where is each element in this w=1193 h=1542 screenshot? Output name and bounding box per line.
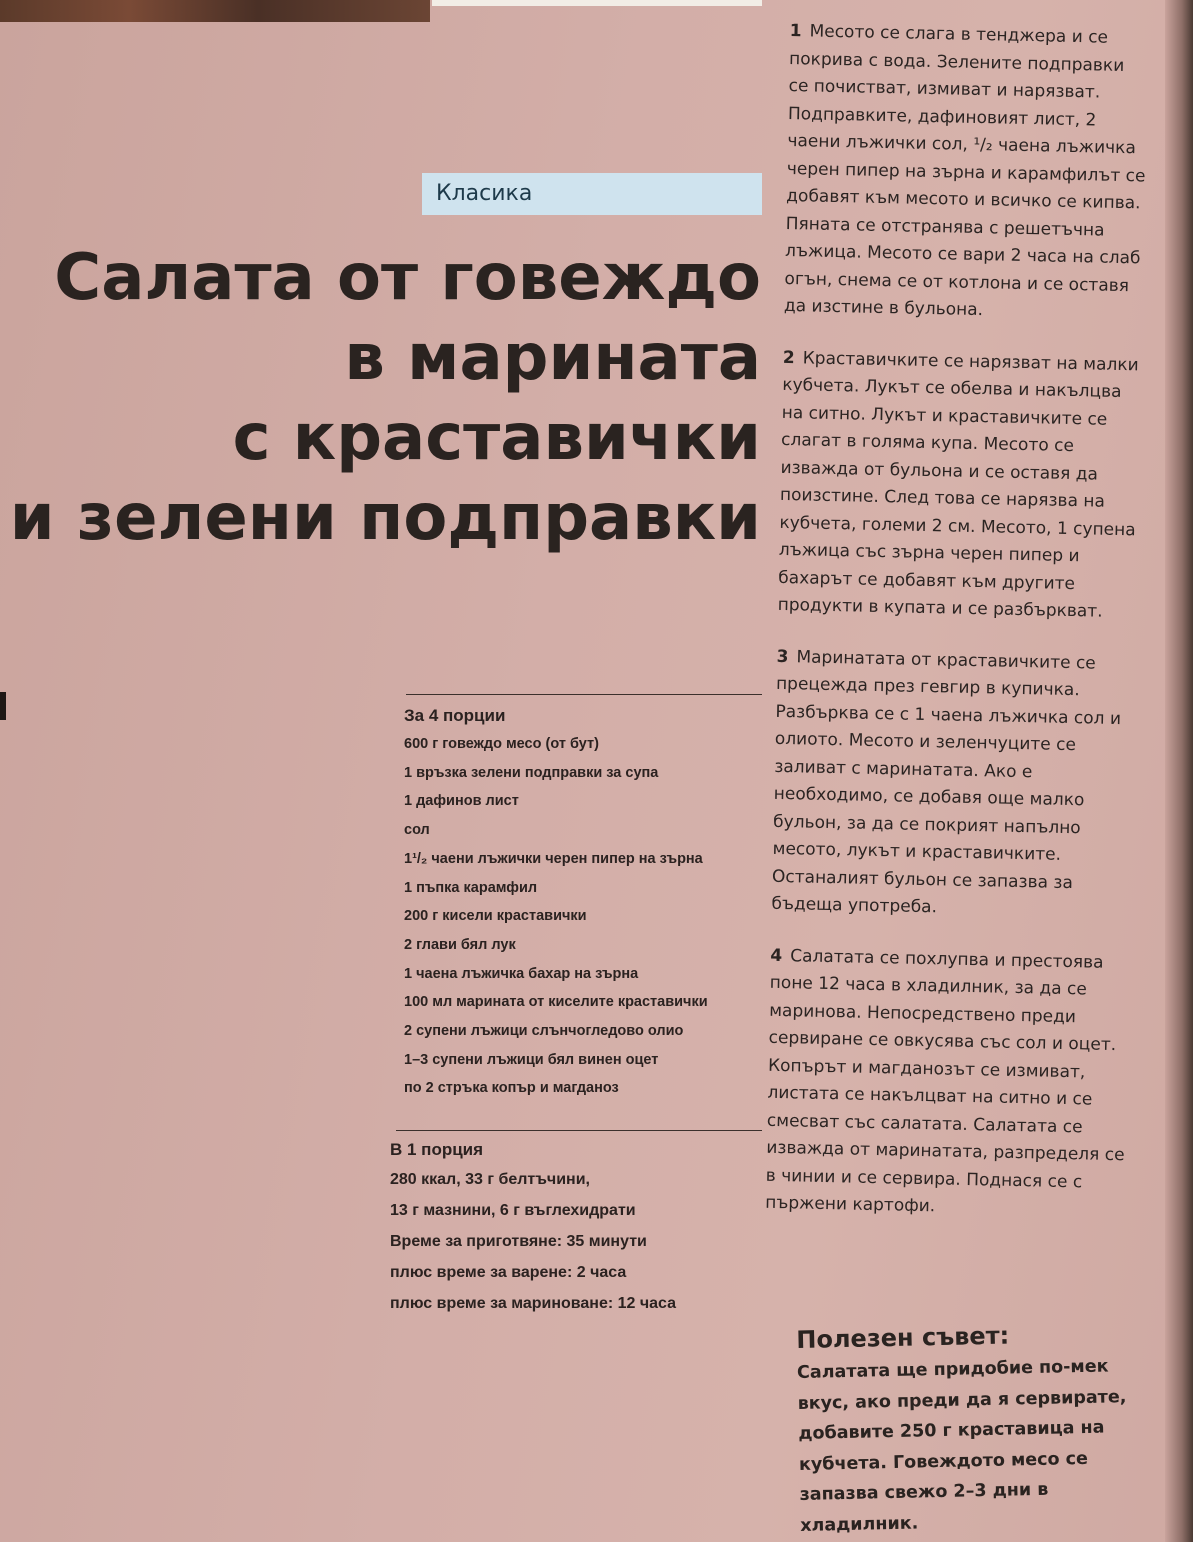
ingredients-block — [404, 702, 784, 1103]
nutrition-line: плюс време за варене: 2 часа — [390, 1264, 627, 1281]
step-number: 4 — [770, 945, 783, 966]
top-divider — [432, 0, 762, 6]
ingredient-item: 1–3 супени лъжици бял винен оцет — [404, 1051, 659, 1068]
margin-mark — [0, 692, 6, 720]
ingredient-item: 2 глави бял лук — [404, 936, 516, 953]
step-text: Салатата се похлупва и престоява поне 12 часа в хладилник, за да се маринова. Непосредствено преди сервиране се овкусява със сол и оцет. Копърът и магданозът се измиват, листата се накълцват на ситно и се смесват със салатата. Салатата се изважда от маринатата, разпределя се в чинии и се сервира. Поднася се с пържени картофи. — [764, 945, 1125, 1217]
ingredient-item: 1 чаена лъжичка бахар на зърна — [404, 965, 639, 982]
nutrition-line: 13 г мазнини, 6 г въглехидрати — [390, 1202, 636, 1219]
ingredient-item: 1 пъпка карамфил — [404, 879, 538, 896]
tip-box — [796, 1314, 1161, 1540]
title-line: с краставички — [232, 401, 761, 475]
nutrition-line: плюс време за мариноване: 12 часа — [390, 1295, 677, 1312]
recipe-title — [1, 238, 761, 558]
step-1 — [784, 18, 1150, 328]
step-4 — [765, 942, 1131, 1224]
step-number: 1 — [789, 20, 802, 42]
category-tag: Класика — [422, 173, 762, 215]
ingredient-item: 200 г кисели краставички — [404, 908, 587, 925]
ingredient-item: 1 дафинов лист — [404, 793, 519, 810]
title-line: в марината — [344, 321, 761, 395]
nutrition-block — [390, 1136, 770, 1319]
step-text: Маринатата от краставичките се прецежда през гевгир в купичка. Разбърква се с 1 чаена лъжичка сол и олиото. Месото и зеленчуците се заливат с маринатата. Ако е необходимо, се добавя още малко бульон, за да се покрият напълно месото, лукът и краставичките. Останалият бульон се запазва за бъдеща употреба. — [771, 646, 1122, 918]
step-text: Краставичките се нарязват на малки кубчета. Лукът се обелва и накълцва на ситно. Лукът и краставичките се слагат в голяма купа. Месото се изважда от бульона и се оставя да поизстине. След това се нарязва на кубчета, големи 2 см. Месото, 1 супена лъжица със зърна черен пипер и бахарът се добавят към другите продукти в купата и се разбъркват. — [777, 347, 1139, 622]
title-line: Салата от говеждо — [54, 241, 761, 315]
ingredient-item: 1¹/₂ чаени лъжички черен пипер на зърна — [404, 850, 703, 867]
nutrition-line: 280 ккал, 33 г белтъчини, — [390, 1171, 590, 1188]
ingredient-item: 100 мл марината от киселите краставички — [404, 994, 708, 1011]
tip-title: Полезен съвет: — [796, 1321, 1010, 1354]
ingredient-item: 1 връзка зелени подправки за супа — [404, 764, 659, 781]
ingredients-rule — [406, 694, 762, 695]
step-3 — [771, 643, 1137, 925]
ingredient-item: 600 г говеждо месо (от бут) — [404, 736, 599, 752]
page-edge — [1165, 0, 1193, 1542]
ingredient-item: по 2 стръка копър и магданоз — [404, 1080, 619, 1097]
ingredient-item: сол — [404, 822, 430, 839]
servings-heading: За 4 порции — [404, 706, 506, 725]
per-portion-heading: В 1 порция — [390, 1140, 484, 1159]
step-number: 3 — [776, 646, 789, 667]
top-photo-strip — [0, 0, 430, 22]
nutrition-rule — [396, 1130, 762, 1131]
step-2 — [777, 344, 1143, 626]
step-number: 2 — [782, 347, 795, 368]
ingredient-item: 2 супени лъжици слънчогледово олио — [404, 1023, 684, 1040]
step-text: Месото се слага в тенджера и се покрива с вода. Зелените подправки се почистват, измиват и нарязват. Подправките, дафиновият лист, 2 чаени лъжички сол, ¹/₂ чаена лъжичка черен пипер на зърна и карамфилът се добавят към месото и всичко се кипва. Пяната се отстранява с решетъчна лъжица. Месото се вари 2 часа на слаб огън, снема се от котлона и се оставя да изстине в бульона. — [783, 21, 1146, 321]
tip-text: Салатата ще придобие по-мек вкус, ако преди да я сервирате, добавите 250 г краставица на кубчета. Говеждото месо се запазва свежо 2–3 дни в хладилник. — [796, 1356, 1127, 1536]
title-line: и зелени подправки — [9, 481, 761, 555]
steps-column — [764, 18, 1150, 1249]
nutrition-line: Време за приготвяне: 35 минути — [390, 1233, 647, 1250]
